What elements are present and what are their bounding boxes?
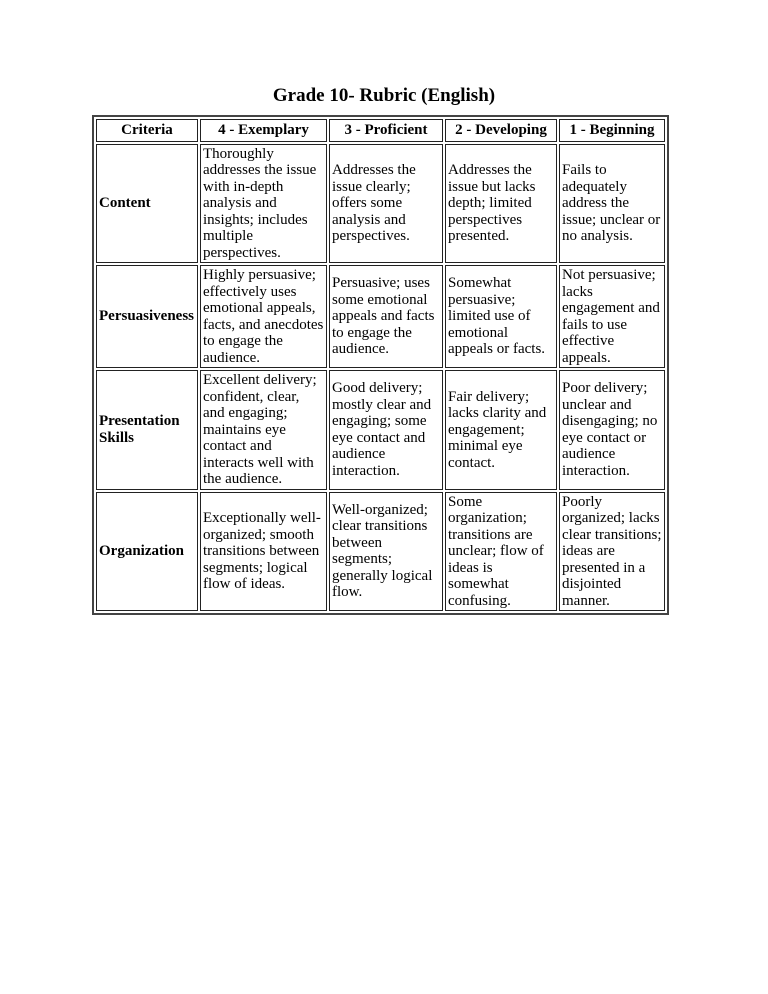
header-beginning: 1 - Beginning bbox=[559, 119, 665, 142]
cell-developing: Addresses the issue but lacks depth; limited perspectives presented. bbox=[445, 144, 557, 264]
header-developing: 2 - Developing bbox=[445, 119, 557, 142]
table-row bbox=[96, 492, 665, 612]
cell-proficient: Persuasive; uses some emotional appeals and facts to engage the audience. bbox=[329, 265, 443, 368]
cell-beginning: Poor delivery; unclear and disengaging; no eye contact or audience interaction. bbox=[559, 370, 665, 490]
cell-proficient: Addresses the issue clearly; offers some analysis and perspectives. bbox=[329, 144, 443, 264]
criterion-content: Content bbox=[96, 144, 198, 264]
criterion-persuasiveness: Persuasiveness bbox=[96, 265, 198, 368]
cell-beginning: Not persuasive; lacks engagement and fails to use effective appeals. bbox=[559, 265, 665, 368]
cell-proficient: Good delivery; mostly clear and engaging; some eye contact and audience interaction. bbox=[329, 370, 443, 490]
header-proficient: 3 - Proficient bbox=[329, 119, 443, 142]
cell-proficient: Well-organized; clear transitions between segments; generally logical flow. bbox=[329, 492, 443, 612]
cell-beginning: Fails to adequately address the issue; unclear or no analysis. bbox=[559, 144, 665, 264]
cell-developing: Some organization; transitions are unclear; flow of ideas is somewhat confusing. bbox=[445, 492, 557, 612]
cell-beginning: Poorly organized; lacks clear transitions; ideas are presented in a disjointed manner. bbox=[559, 492, 665, 612]
table-row bbox=[96, 144, 665, 264]
page-title: Grade 10- Rubric (English) bbox=[272, 85, 496, 106]
rubric-table bbox=[92, 115, 669, 615]
cell-exemplary: Exceptionally well-organized; smooth transitions between segments; logical flow of ideas. bbox=[200, 492, 327, 612]
cell-exemplary: Highly persuasive; effectively uses emotional appeals, facts, and anecdotes to engage the audience. bbox=[200, 265, 327, 368]
header-exemplary: 4 - Exemplary bbox=[200, 119, 327, 142]
table-row bbox=[96, 265, 665, 368]
header-criteria: Criteria bbox=[96, 119, 198, 142]
criterion-organization: Organization bbox=[96, 492, 198, 612]
header-row bbox=[96, 119, 665, 142]
cell-developing: Fair delivery; lacks clarity and engagement; minimal eye contact. bbox=[445, 370, 557, 490]
cell-developing: Somewhat persuasive; limited use of emotional appeals or facts. bbox=[445, 265, 557, 368]
table-row bbox=[96, 370, 665, 490]
criterion-presentation-skills: Presentation Skills bbox=[96, 370, 198, 490]
cell-exemplary: Thoroughly addresses the issue with in-depth analysis and insights; includes multiple perspectives. bbox=[200, 144, 327, 264]
cell-exemplary: Excellent delivery; confident, clear, and engaging; maintains eye contact and interacts well with the audience. bbox=[200, 370, 327, 490]
